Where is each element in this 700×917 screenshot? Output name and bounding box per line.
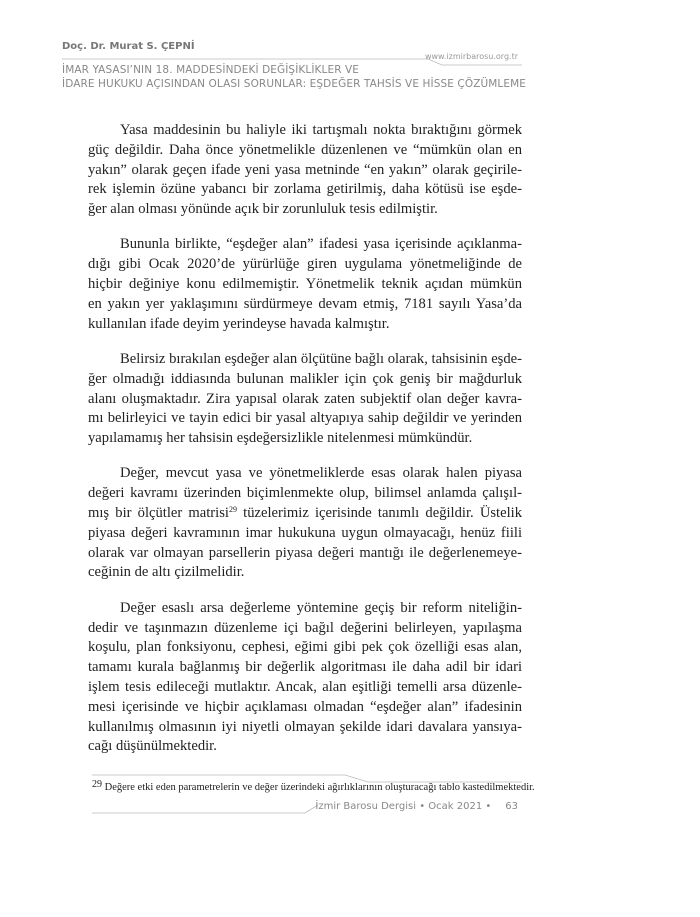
text-line: tamamı kurala bağlanmış bir değerlik algoritması ile daha adil bir idari: [88, 659, 522, 676]
footnote: [92, 779, 535, 793]
text-line: Değer esaslı arsa değerleme yöntemine geçiş bir reform niteliğin-: [120, 599, 522, 616]
paragraph-3: [88, 350, 522, 449]
text-line: koşulu, plan fonksiyonu, cephesi, eğimi gibi pek çok özelliği esas alan,: [88, 639, 522, 656]
paragraph-4: [88, 464, 522, 583]
text-line: ğer olmadığı iddiasında bulunan malikler için çok geniş bir mağdurluk: [88, 370, 522, 387]
page-footer: [315, 801, 518, 812]
paragraph-1: [88, 121, 522, 220]
paragraph-2: [88, 235, 522, 334]
text-line: en yakın yer yaklaşımını sürdürmeye devam etmiş, 7181 sayılı Yasa’da: [88, 295, 522, 312]
author-name: Doç. Dr. Murat S. ÇEPNİ: [62, 41, 195, 52]
title-line-2: İDARE HUKUKU AÇISINDAN OLASI SORUNLAR: EŞDEĞER TAHSİS VE HİSSE ÇÖZÜMLEME: [62, 78, 527, 90]
text-line: rek işlemin özüne yabancı bir zorlama getirilmiş, daha kötüsü ise eşde-: [88, 181, 522, 198]
text-line: Bununla birlikte, “eşdeğer alan” ifadesi yasa içerisinde açıklanma-: [120, 236, 522, 253]
article-title: [62, 63, 526, 91]
text-line: dedir ve taşınmazın düzenleme içi bağıl değerini belirleyen, yapılaşma: [88, 619, 522, 636]
text-line: yakın” olarak geçen ifade yeni yasa metninde “en yakın” olarak geçirile-: [88, 161, 522, 178]
footnote-reference[interactable]: 29: [228, 505, 237, 515]
text-segment: tüzelerimiz içerisinde tanımlı değildir. Üstelik: [236, 505, 522, 522]
text-line: güç değildir. Daha önce yönetmelikle düzenlenen ve “mümkün olan en: [88, 141, 522, 158]
text-line: değeri kavramı üzerinden biçimlenmekte olup, bilimsel anlamda çalışıl-: [88, 485, 522, 502]
text-line: hiçbir değiniye konu edilmemiştir. Yönetmelik teknik açıdan mümkün: [88, 276, 522, 293]
text-line: kullanılan ifade deyim yerindeyse havada kalmıştır.: [88, 315, 390, 332]
text-line: kullanılmış olmasının iyi niyetli olmayan şekilde idari davalara yansıya-: [88, 718, 522, 735]
text-line: cağı düşünülmektedir.: [88, 738, 217, 755]
text-line: [88, 504, 522, 524]
text-line: Yasa maddesinin bu haliyle iki tartışmalı nokta bıraktığını görmek: [120, 122, 522, 138]
text-line: alanı oluşmaktadır. Zira yapısal olarak zaten subjektif olan değer kavra-: [88, 390, 522, 407]
text-segment: mış bir ölçütler matrisi: [88, 505, 229, 522]
text-line: işlem tesis edileceği mutlaktır. Ancak, alan eşitliği temelli arsa düzenle-: [88, 678, 522, 695]
text-line: ceğinin de altı çizilmelidir.: [88, 564, 245, 581]
text-line: ğer alan olması yönünde açık bir zorunluluk tesis edilmiştir.: [88, 201, 438, 218]
text-line: olarak var olmayan parsellerin piyasa değeri mantığı ile değerlenemeye-: [88, 544, 522, 561]
title-line-1: İMAR YASASI’NIN 18. MADDESİNDEKİ DEĞİŞİKLİKLER VE: [62, 64, 360, 76]
text-line: dığı gibi Ocak 2020’de yürürlüğe giren uygulama yönetmeliğinde de: [88, 256, 522, 273]
paragraph-5: [88, 599, 522, 757]
text-line: Değer, mevcut yasa ve yönetmeliklerde esas olarak halen piyasa: [120, 465, 522, 482]
footnote-number: 29: [92, 779, 102, 790]
website-link[interactable]: www.izmirbarosu.org.tr: [424, 52, 518, 61]
footnote-text: Değere etki eden parametrelerin ve değer üzerindeki ağırlıklarının oluşturacağı tablo kastedilmektedir.: [104, 782, 535, 793]
page-number: 63: [505, 801, 518, 812]
text-line: piyasa değeri kavramının imar hukukuna uygun olmayacağı, henüz fiili: [88, 524, 522, 541]
text-line: mesi içerisinde ve hiçbir açıklaması olmadan “eşdeğer alan” ifadesinin: [88, 698, 522, 715]
journal-name: İzmir Barosu Dergisi • Ocak 2021 •: [315, 801, 492, 812]
text-line: Belirsiz bırakılan eşdeğer alan ölçütüne bağlı olarak, tahsisinin eşde-: [120, 350, 522, 367]
article-body: [88, 121, 522, 773]
text-line: yapılamamış her tahsisin eşdeğersizlikle nitelenmesi mümkündür.: [88, 430, 473, 447]
text-line: mı belirleyici ve tayin edici bir yasal altyapıya sahip değildir ve yerinden: [88, 410, 522, 427]
